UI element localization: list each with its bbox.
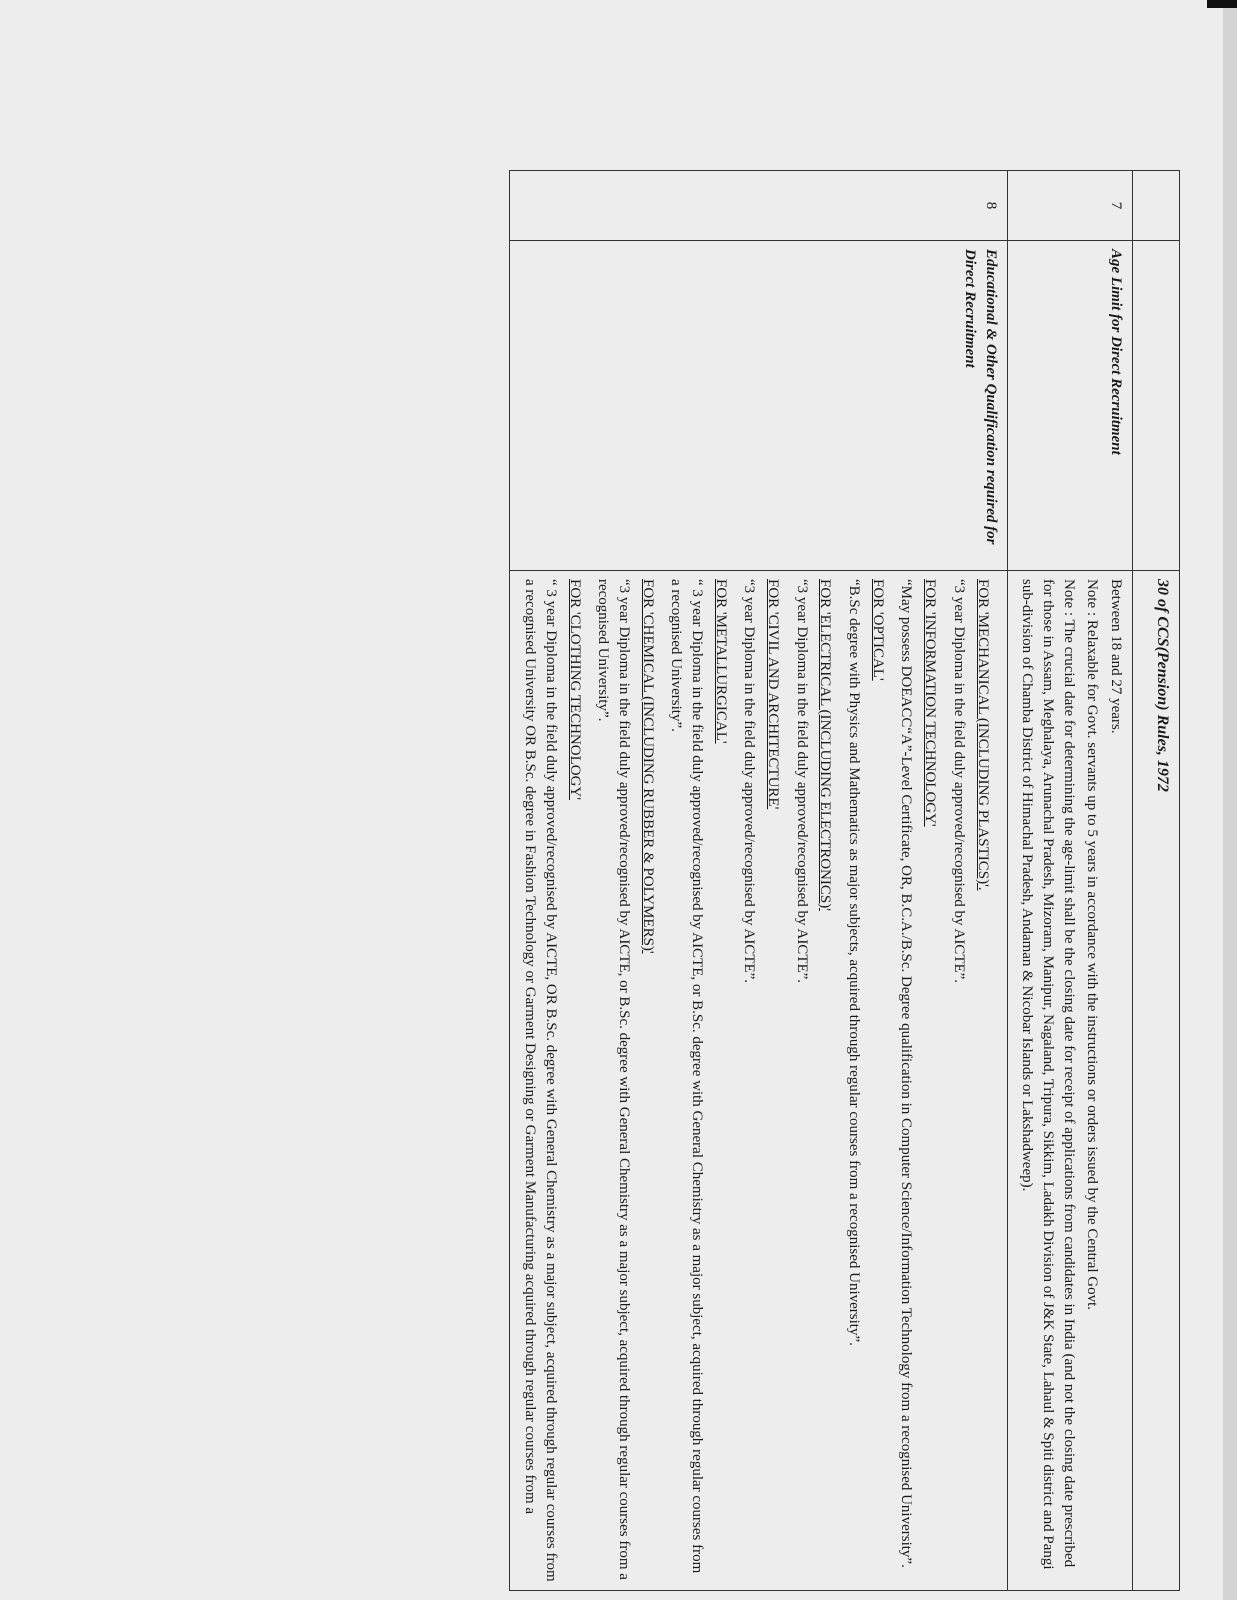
section-text: “May possess DOEACC“A”-Level Certificate, OR, B.C.A./B.Sc. Degree qualification in Computer Science/Information Technology from a recognised University”. <box>898 579 915 1568</box>
section-heading: FOR 'METALLURGICAL' <box>712 579 729 744</box>
qualification-section <box>896 579 940 1582</box>
row-label: Age Limit for Direct Recruitment <box>1108 249 1124 455</box>
section-heading: FOR 'CHEMICAL (INCLUDING RUBBER & POLYMERS)' <box>639 579 656 954</box>
section-heading: FOR 'CLOTHING TECHNOLOGY' <box>566 579 583 800</box>
note-crucial-date: Note : The crucial date for determining the age-limit shall be the closing date for receipt of applications from candidates in India (and not the closing date prescribed for those in Assam, Meghalaya, Arunachal Pradesh, Mizoram, Manipur, Nagaland, Tripura, Sikkim, Ladakh Division of J&K State, Lahaul & Spiti district and Pangi sub-division of Chamba District of Himachal Pradesh, Andaman & Nicobar Islands or Lakshadweep). <box>1019 579 1077 1570</box>
table-header-row <box>1133 171 1180 1591</box>
scan-corner-mark <box>1207 0 1237 8</box>
section-heading: FOR 'OPTICAL' <box>869 579 886 681</box>
table-row-8 <box>510 171 1007 1591</box>
section-heading: FOR 'MECHANICAL (INCLUDING PLASTICS)'. <box>974 579 991 891</box>
section-text: “ 3 year Diploma in the field duly approved/recognised by AICTE, OR B.Sc. degree with General Chemistry as a major subject, acquired through regular courses from a recognised University OR B.Sc. degree in Fashion Technology or Garment Designing or Garment Manufacturing acquired through regular courses from a <box>522 579 559 1582</box>
section-text: “3 year Diploma in the field duly approved/recognised by AICTE, or B.Sc. degree with General Chemistry as a major subject, acquired through regular courses from a recognised University”. <box>595 579 632 1580</box>
row-label-cell <box>510 241 1007 571</box>
scan-edge <box>1223 0 1237 1600</box>
age-range: Between 18 and 27 years. <box>1108 579 1124 734</box>
qualification-section <box>520 579 585 1582</box>
row-number: 8 <box>510 171 1007 241</box>
row-label-cell <box>1007 241 1132 571</box>
recruitment-rules-table <box>510 170 1181 1591</box>
section-text: “3 year Diploma in the field duly approved/recognised by AICTE”. <box>741 579 758 984</box>
header-cell-title <box>1133 571 1180 1591</box>
header-cell-empty <box>1133 241 1180 571</box>
table-title: 30 of CCS(Pension) Rules, 1972 <box>1154 579 1171 792</box>
qualification-section <box>739 579 783 1582</box>
section-text: “3 year Diploma in the field duly approved/recognised by AICTE”. <box>950 579 967 984</box>
rotated-page <box>100 170 1180 1590</box>
section-text: “B.Sc degree with Physics and Mathematics as major subjects, acquired through regular courses from a recognised University”. <box>846 579 863 1346</box>
row-content-cell <box>1007 571 1132 1591</box>
section-heading: FOR 'INFORMATION TECHNOLOGY' <box>922 579 939 827</box>
note-relaxation: Note : Relaxable for Govt. servants up to 5 years in accordance with the instructions or orders issued by the Central Govt. <box>1084 579 1101 1311</box>
row-label: Educational & Other Qualification required for Direct Recruitment <box>961 249 999 545</box>
section-heading: FOR 'CIVIL AND ARCHITECTURE' <box>765 579 782 810</box>
qualification-section <box>666 579 731 1582</box>
qualification-section <box>593 579 658 1582</box>
table-row-7 <box>1007 171 1132 1591</box>
qualification-section <box>843 579 887 1582</box>
section-text: “ 3 year Diploma in the field duly approved/recognised by AICTE, or B.Sc. degree with General Chemistry as a major subject, acquired through regular courses from a recognised University”. <box>668 579 705 1574</box>
section-text: “3 year Diploma in the field duly approved/recognised by AICTE”. <box>793 579 810 984</box>
row-number: 7 <box>1007 171 1132 241</box>
row-content-cell <box>510 571 1007 1591</box>
qualification-section <box>791 579 835 1582</box>
section-heading: FOR 'ELECTRICAL (INCLUDING ELECTRONICS)' <box>817 579 834 911</box>
qualification-section <box>948 579 992 1582</box>
header-cell-empty <box>1133 171 1180 241</box>
